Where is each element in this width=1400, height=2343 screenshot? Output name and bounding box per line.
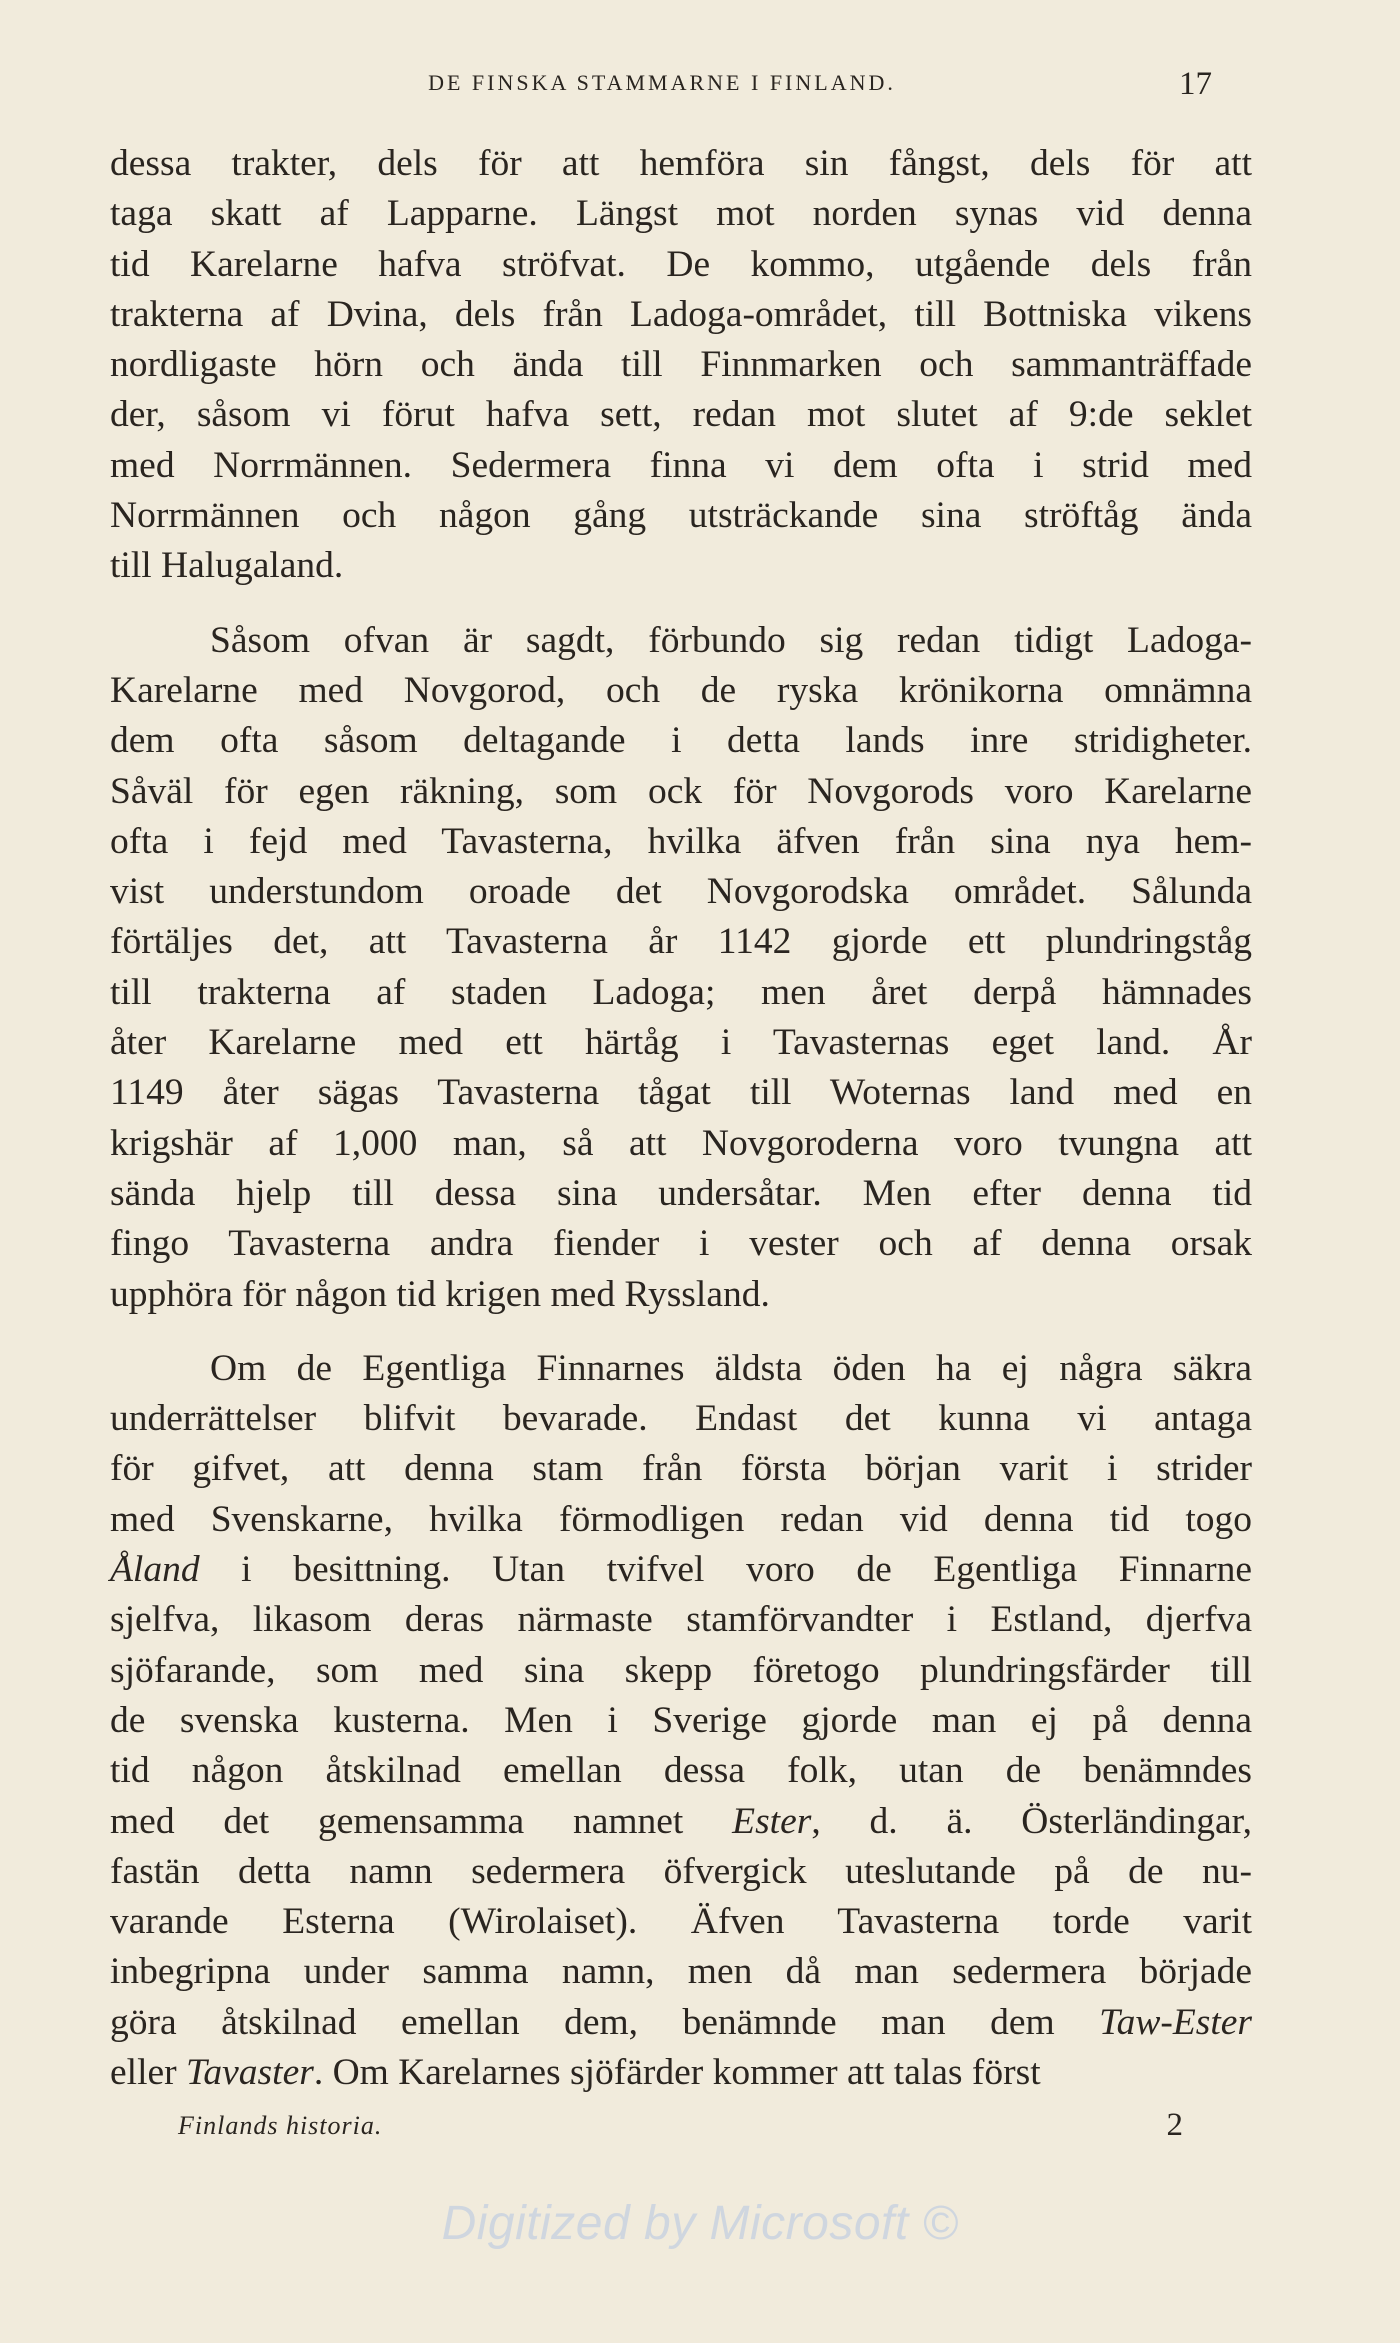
text-line: varande Esterna (Wirolaiset). Äfven Tavasterna torde varit [110, 1901, 1252, 1943]
text-line: Såsom ofvan är sagdt, förbundo sig redan tidigt Ladoga- [210, 619, 1252, 661]
line-text: eller [110, 2051, 186, 2093]
line-text: . Om Karelarnes sjöfärder kommer att talas först [313, 2051, 1041, 2093]
signature-mark: 2 [1166, 2107, 1183, 2143]
text-line: vist understundom oroade det Novgorodska området. Sålunda [110, 871, 1252, 913]
digitization-watermark: Digitized by Microsoft © [441, 2197, 959, 2250]
text-line: Såväl för egen räkning, som ock för Novgorods voro Karelarne [110, 770, 1252, 812]
italic-term: Tavaster [186, 2051, 314, 2093]
paragraph [110, 139, 1252, 592]
text-line [110, 1998, 1252, 2048]
text-line: med Svenskarne, hvilka förmodligen redan vid denna tid togo [110, 1498, 1252, 1540]
paragraph [110, 1344, 1252, 2098]
text-line: för gifvet, att denna stam från första början varit i strider [110, 1448, 1252, 1490]
text-line: taga skatt af Lapparne. Längst mot norden synas vid denna [110, 193, 1252, 235]
text-line [110, 1797, 1252, 1847]
text-line: ofta i fejd med Tavasterna, hvilka äfven från sina nya hem- [110, 820, 1252, 862]
text-line: med Norrmännen. Sedermera finna vi dem ofta i strid med [110, 444, 1252, 486]
text-line: Om de Egentliga Finnarnes äldsta öden ha ej några säkra [210, 1347, 1252, 1389]
line-text: i besittning. Utan tvifvel voro de Egentliga Finnarne [199, 1549, 1252, 1591]
text-line: nordligaste hörn och ända till Finnmarken och sammanträffade [110, 344, 1252, 386]
text-line: fingo Tavasterna andra fiender i vester och af denna orsak [110, 1223, 1252, 1265]
running-head: DE FINSKA STAMMARNE I FINLAND. [428, 70, 896, 95]
text-line: underrättelser blifvit bevarade. Endast det kunna vi antaga [110, 1398, 1252, 1440]
text-line: till trakterna af staden Ladoga; men året derpå hämnades [110, 971, 1252, 1013]
text-line: Norrmännen och någon gång utsträckande sina ströftåg ända [110, 495, 1252, 537]
text-line: dem ofta såsom deltagande i detta lands inre stridigheter. [110, 720, 1252, 762]
italic-term: Åland [110, 1549, 200, 1591]
paragraph [110, 616, 1252, 1320]
italic-term: Ester [732, 1800, 812, 1842]
text-line: krigshär af 1,000 man, så att Novgoroderna voro tvungna att [110, 1122, 1252, 1164]
text-line [110, 1545, 1252, 1595]
text-line: sända hjelp till dessa sina undersåtar. Men efter denna tid [110, 1172, 1252, 1214]
text-line: trakterna af Dvina, dels från Ladoga-området, till Bottniska vikens [110, 293, 1252, 335]
text-line: tid någon åtskilnad emellan dessa folk, utan de benämndes [110, 1750, 1252, 1792]
text-line: de svenska kusterna. Men i Sverige gjorde man ej på denna [110, 1699, 1252, 1741]
line-text: , d. ä. Österländingar, [811, 1800, 1253, 1842]
signature-title: Finlands historia. [178, 2111, 383, 2140]
line-text: göra åtskilnad emellan dem, benämnde man dem [110, 2001, 1100, 2043]
page-number: 17 [1179, 66, 1212, 102]
text-line: upphöra för någon tid krigen med Ryssland. [110, 1273, 770, 1315]
line-text: med det gemensamma namnet [110, 1800, 733, 1842]
body-text [110, 139, 1252, 2098]
text-line: 1149 åter sägas Tavasterna tågat till Woternas land med en [110, 1072, 1252, 1114]
text-line: der, såsom vi förut hafva sett, redan mot slutet af 9:de seklet [110, 394, 1252, 436]
text-line: sjöfarande, som med sina skepp företogo plundringsfärder till [110, 1649, 1252, 1691]
text-line [110, 2048, 1252, 2098]
text-line: tid Karelarne hafva ströfvat. De kommo, utgående dels från [110, 243, 1252, 285]
text-line: fastän detta namn sedermera öfvergick uteslutande på de nu- [110, 1850, 1252, 1892]
text-line: Karelarne med Novgorod, och de ryska krönikorna omnämna [110, 669, 1252, 711]
page-header [112, 66, 1212, 106]
text-line: dessa trakter, dels för att hemföra sin fångst, dels för att [110, 143, 1252, 184]
text-line: inbegripna under samma namn, men då man sedermera började [110, 1951, 1252, 1993]
text-line: förtäljes det, att Tavasterna år 1142 gjorde ett plundringståg [110, 921, 1252, 963]
text-line: sjelfva, likasom deras närmaste stamförvandter i Estland, djerfva [110, 1599, 1252, 1641]
text-line: åter Karelarne med ett härtåg i Tavasternas eget land. År [110, 1022, 1252, 1064]
text-line: till Halugaland. [110, 545, 344, 587]
page-footer [178, 2107, 1183, 2147]
italic-term: Taw-Ester [1099, 2001, 1252, 2043]
